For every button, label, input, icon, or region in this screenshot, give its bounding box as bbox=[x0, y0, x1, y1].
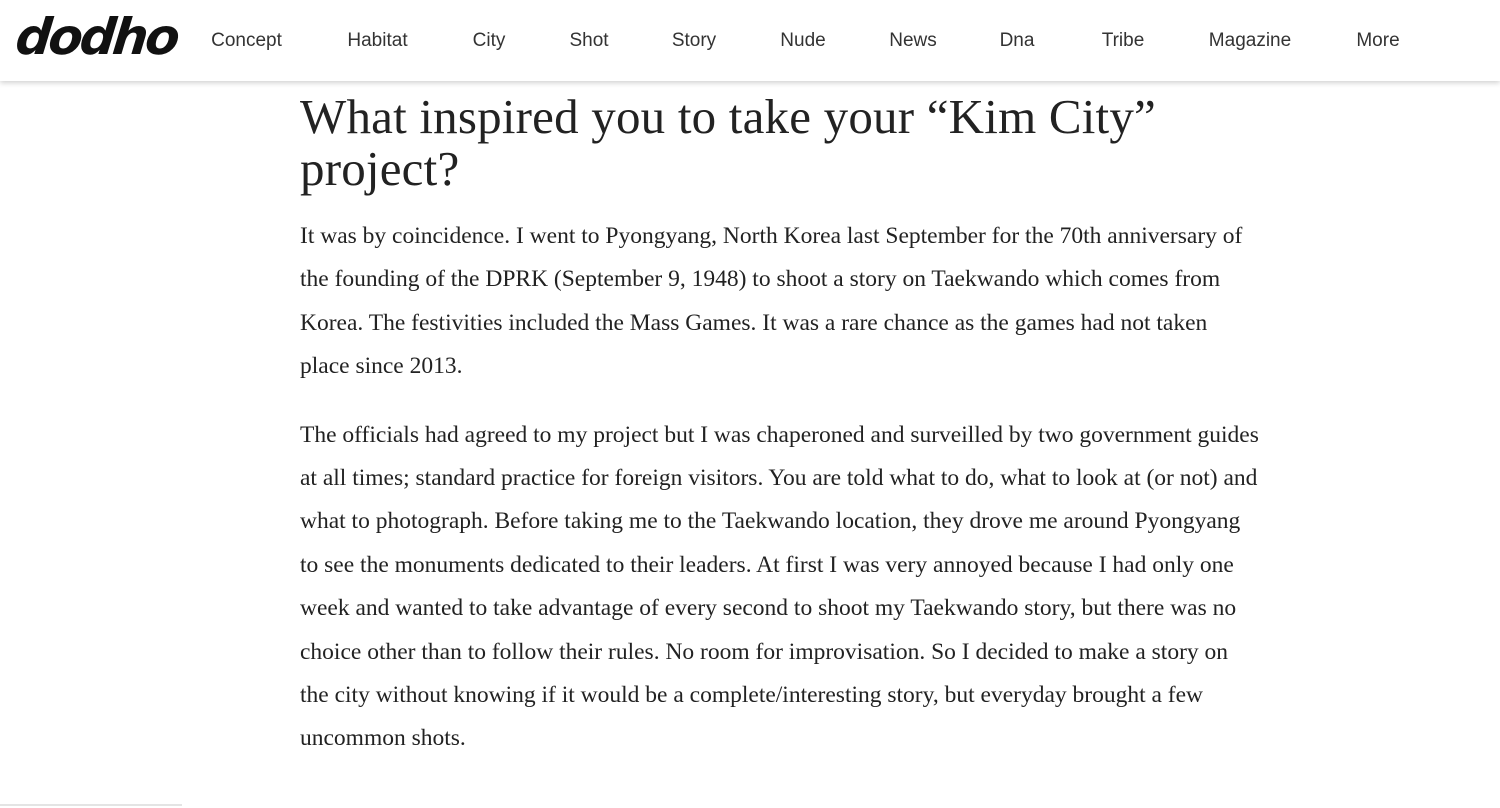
nav-item-story[interactable]: Story bbox=[671, 29, 717, 51]
nav-item-shot[interactable]: Shot bbox=[569, 29, 609, 51]
nav-item-magazine[interactable]: Magazine bbox=[1208, 29, 1292, 51]
site-logo[interactable]: dodho bbox=[12, 8, 180, 66]
nav-item-habitat[interactable]: Habitat bbox=[347, 29, 408, 51]
nav-item-concept[interactable]: Concept bbox=[211, 29, 282, 51]
nav-item-nude[interactable]: Nude bbox=[780, 29, 826, 51]
nav-item-city[interactable]: City bbox=[472, 29, 506, 51]
answer-paragraph: It was by coincidence. I went to Pyongyang, North Korea last September for the 70th anniversary of the founding of the DPRK (September 9, 1948) to shoot a story on Taekwando which comes from Korea. The festivities included the Mass Games. It was a rare chance as the games had not taken place since 2013. bbox=[300, 223, 1243, 380]
main-nav bbox=[180, 0, 1434, 81]
nav-item-tribe[interactable]: Tribe bbox=[1101, 29, 1145, 51]
nav-item-news[interactable]: News bbox=[889, 29, 937, 51]
bottom-left-divider bbox=[0, 804, 182, 806]
nav-item-dna[interactable]: Dna bbox=[999, 29, 1035, 51]
site-header bbox=[0, 0, 1500, 81]
article-body bbox=[300, 86, 1260, 761]
answer-paragraph: The officials had agreed to my project but I was chaperoned and surveilled by two government guides at all times; standard practice for foreign visitors. You are told what to do, what to look at (or not) and what to photograph. Before taking me to the Taekwando location, they drove me around Pyongyang to see the monuments dedicated to their leaders. At first I was very annoyed because I had only one week and wanted to take advantage of every second to shoot my Taekwando story, but there was no choice other than to follow their rules. No room for improvisation. So I decided to make a story on the city without knowing if it would be a complete/interesting story, but everyday brought a few uncommon shots. bbox=[300, 421, 1259, 752]
nav-item-more[interactable]: More bbox=[1356, 29, 1400, 51]
interview-question: What inspired you to take your “Kim City” project? bbox=[300, 89, 1156, 196]
